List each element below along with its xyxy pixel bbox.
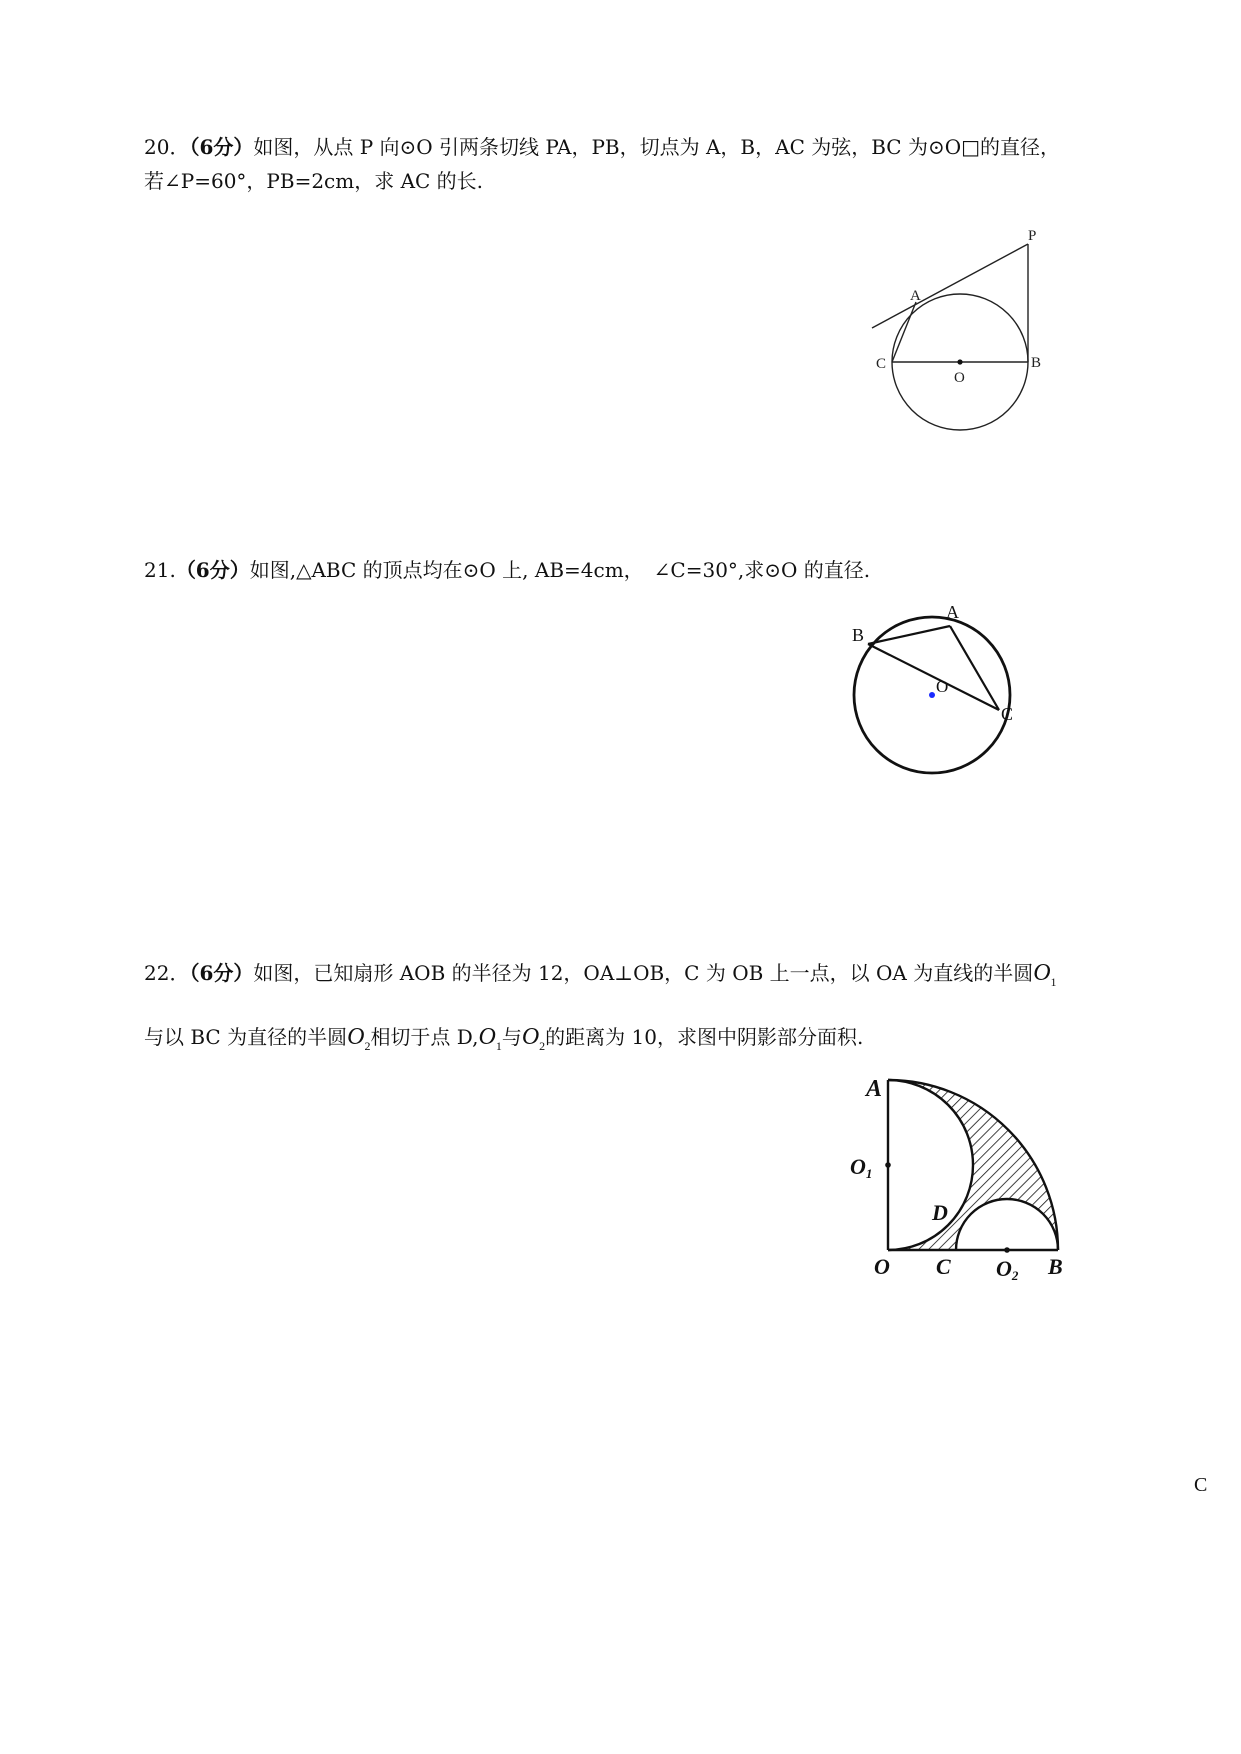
q22-symbol-o2: $O_2$ <box>347 1024 371 1053</box>
corner-mark: C <box>1194 1474 1208 1496</box>
q22-dot-o1 <box>885 1162 891 1168</box>
q20-tangent-pa <box>872 244 1028 328</box>
q22-line2 <box>144 1022 863 1061</box>
q20-line1 <box>144 132 1060 162</box>
q22-label-o2: O2 <box>996 1256 1019 1283</box>
q21-label-b: B <box>852 625 865 645</box>
q22-symbol-o2-b: $O_2$ <box>521 1024 546 1053</box>
q21-label-c: C <box>1001 704 1014 724</box>
q21-center-dot <box>929 692 935 698</box>
q22-label-o: O <box>874 1254 890 1279</box>
q22-text-1: 如图，已知扇形 AOB 的半径为 12，OA⊥OB，C 为 OB 上一点，以 OA 为直线的半圆 <box>253 961 1034 985</box>
q21-label-o: O <box>936 677 949 696</box>
q20-number: 20． <box>144 135 190 159</box>
q22-label-c: C <box>936 1254 951 1279</box>
q22-symbol-o1: $O_1$ <box>1033 960 1057 989</box>
q20-line2 <box>144 166 483 196</box>
q20-text-2: 若∠P=60°，PB=2cm，求 AC 的长. <box>144 169 484 193</box>
q22-label-b: B <box>1048 1254 1063 1279</box>
q20-center-dot <box>957 359 962 364</box>
q21-score: （6分） <box>175 558 250 582</box>
q21-figure <box>840 596 1030 786</box>
q22-label-a: A <box>866 1076 883 1102</box>
q22-line1 <box>144 958 1057 997</box>
q22-text-2c: 与 <box>501 1025 522 1049</box>
q20-label-c: C <box>876 356 887 372</box>
q22-dot-o2 <box>1004 1247 1010 1253</box>
q21-text-1: 如图,△ABC 的顶点均在⊙O 上, AB=4cm， ∠C=30°,求⊙O 的直径. <box>249 558 871 582</box>
q22-text-2a: 与以 BC 为直径的半圆 <box>144 1025 348 1049</box>
q22-label-d: D <box>932 1200 948 1225</box>
q21-line1 <box>144 555 870 585</box>
q20-label-o: O <box>954 370 965 386</box>
q21-label-a: A <box>946 602 959 622</box>
q20-figure <box>860 222 1060 432</box>
q22-label-o1: O1 <box>850 1154 873 1181</box>
q22-text-2b: 相切于点 D, <box>370 1025 479 1049</box>
q20-text-1: 如图，从点 P 向⊙O 引两条切线 PA，PB，切点为 A，B，AC 为弦，BC 为⊙O□的直径， <box>253 135 1061 159</box>
q22-number: 22． <box>144 961 190 985</box>
q20-label-b: B <box>1031 355 1042 371</box>
q22-symbol-o1-b: $O_1$ <box>478 1024 502 1053</box>
q20-score: （6分） <box>189 135 254 159</box>
q22-figure <box>850 1070 1080 1295</box>
q20-label-a: A <box>910 288 921 304</box>
q22-text-2d: 的距离为 10，求图中阴影部分面积. <box>545 1025 864 1049</box>
q21-number: 21. <box>144 558 176 582</box>
q20-label-p: P <box>1028 228 1037 244</box>
q22-score: （6分） <box>189 961 254 985</box>
